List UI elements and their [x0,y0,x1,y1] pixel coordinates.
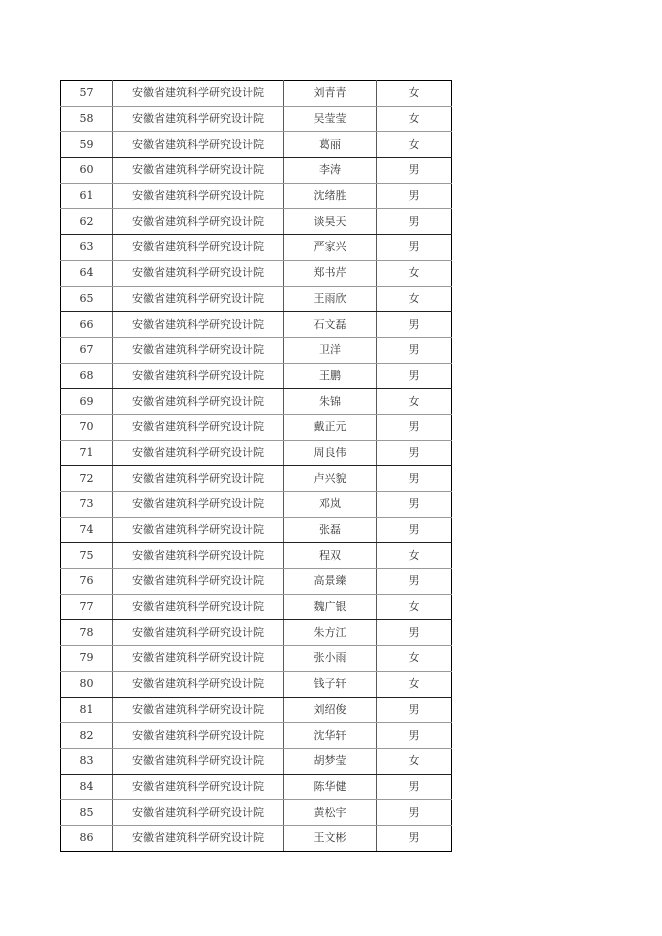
gender-cell: 男 [377,723,452,749]
table-row [61,81,452,107]
gender-cell: 女 [377,132,452,158]
row-number-cell: 84 [61,774,113,800]
table-row [61,723,452,749]
table-row [61,414,452,440]
table-row [61,671,452,697]
person-name-cell: 王鹏 [284,363,377,389]
table-row [61,774,452,800]
table-row [61,620,452,646]
row-number-cell: 74 [61,517,113,543]
table-row [61,748,452,774]
gender-cell: 女 [377,81,452,107]
row-number-cell: 81 [61,697,113,723]
organization-cell: 安徽省建筑科学研究设计院 [113,646,284,672]
roster-table-body [61,81,452,852]
person-name-cell: 周良伟 [284,440,377,466]
person-name-cell: 李涛 [284,158,377,184]
table-row [61,569,452,595]
person-name-cell: 沈华轩 [284,723,377,749]
gender-cell: 女 [377,106,452,132]
table-row [61,800,452,826]
row-number-cell: 66 [61,312,113,338]
person-name-cell: 卢兴貌 [284,466,377,492]
row-number-cell: 64 [61,260,113,286]
gender-cell: 男 [377,312,452,338]
person-name-cell: 刘青青 [284,81,377,107]
person-name-cell: 张磊 [284,517,377,543]
organization-cell: 安徽省建筑科学研究设计院 [113,723,284,749]
table-row [61,466,452,492]
organization-cell: 安徽省建筑科学研究设计院 [113,492,284,518]
row-number-cell: 79 [61,646,113,672]
table-row [61,286,452,312]
organization-cell: 安徽省建筑科学研究设计院 [113,440,284,466]
row-number-cell: 61 [61,183,113,209]
row-number-cell: 85 [61,800,113,826]
person-name-cell: 陈华健 [284,774,377,800]
gender-cell: 女 [377,594,452,620]
organization-cell: 安徽省建筑科学研究设计院 [113,671,284,697]
row-number-cell: 68 [61,363,113,389]
organization-cell: 安徽省建筑科学研究设计院 [113,132,284,158]
table-row [61,492,452,518]
person-name-cell: 邓岚 [284,492,377,518]
organization-cell: 安徽省建筑科学研究设计院 [113,569,284,595]
organization-cell: 安徽省建筑科学研究设计院 [113,312,284,338]
organization-cell: 安徽省建筑科学研究设计院 [113,106,284,132]
organization-cell: 安徽省建筑科学研究设计院 [113,543,284,569]
table-row [61,312,452,338]
person-name-cell: 葛丽 [284,132,377,158]
row-number-cell: 69 [61,389,113,415]
gender-cell: 男 [377,235,452,261]
person-name-cell: 沈绪胜 [284,183,377,209]
gender-cell: 女 [377,748,452,774]
person-name-cell: 朱方江 [284,620,377,646]
organization-cell: 安徽省建筑科学研究设计院 [113,697,284,723]
gender-cell: 男 [377,697,452,723]
row-number-cell: 67 [61,337,113,363]
table-row [61,183,452,209]
table-row [61,209,452,235]
organization-cell: 安徽省建筑科学研究设计院 [113,363,284,389]
row-number-cell: 57 [61,81,113,107]
table-row [61,363,452,389]
organization-cell: 安徽省建筑科学研究设计院 [113,235,284,261]
table-row [61,389,452,415]
person-name-cell: 黄松宇 [284,800,377,826]
table-row [61,337,452,363]
person-name-cell: 魏广银 [284,594,377,620]
organization-cell: 安徽省建筑科学研究设计院 [113,825,284,851]
organization-cell: 安徽省建筑科学研究设计院 [113,286,284,312]
organization-cell: 安徽省建筑科学研究设计院 [113,517,284,543]
person-name-cell: 严家兴 [284,235,377,261]
person-name-cell: 刘绍俊 [284,697,377,723]
person-name-cell: 郑书芹 [284,260,377,286]
table-row [61,158,452,184]
row-number-cell: 63 [61,235,113,261]
person-name-cell: 钱子轩 [284,671,377,697]
gender-cell: 男 [377,158,452,184]
gender-cell: 男 [377,620,452,646]
row-number-cell: 65 [61,286,113,312]
gender-cell: 男 [377,337,452,363]
table-row [61,646,452,672]
table-row [61,440,452,466]
table-row [61,825,452,851]
row-number-cell: 78 [61,620,113,646]
table-row [61,260,452,286]
gender-cell: 男 [377,569,452,595]
gender-cell: 女 [377,671,452,697]
table-row [61,594,452,620]
row-number-cell: 83 [61,748,113,774]
gender-cell: 男 [377,800,452,826]
person-name-cell: 高景臻 [284,569,377,595]
row-number-cell: 75 [61,543,113,569]
gender-cell: 男 [377,183,452,209]
organization-cell: 安徽省建筑科学研究设计院 [113,158,284,184]
gender-cell: 男 [377,363,452,389]
row-number-cell: 62 [61,209,113,235]
person-name-cell: 胡梦莹 [284,748,377,774]
organization-cell: 安徽省建筑科学研究设计院 [113,183,284,209]
person-name-cell: 朱锦 [284,389,377,415]
row-number-cell: 58 [61,106,113,132]
gender-cell: 女 [377,389,452,415]
gender-cell: 女 [377,286,452,312]
row-number-cell: 80 [61,671,113,697]
person-name-cell: 吴莹莹 [284,106,377,132]
row-number-cell: 76 [61,569,113,595]
organization-cell: 安徽省建筑科学研究设计院 [113,209,284,235]
gender-cell: 女 [377,543,452,569]
row-number-cell: 59 [61,132,113,158]
row-number-cell: 72 [61,466,113,492]
organization-cell: 安徽省建筑科学研究设计院 [113,414,284,440]
person-name-cell: 卫洋 [284,337,377,363]
person-name-cell: 石文磊 [284,312,377,338]
gender-cell: 男 [377,825,452,851]
table-row [61,132,452,158]
gender-cell: 男 [377,774,452,800]
organization-cell: 安徽省建筑科学研究设计院 [113,620,284,646]
person-name-cell: 程双 [284,543,377,569]
gender-cell: 女 [377,260,452,286]
organization-cell: 安徽省建筑科学研究设计院 [113,389,284,415]
table-row [61,235,452,261]
organization-cell: 安徽省建筑科学研究设计院 [113,774,284,800]
roster-table [60,80,452,852]
row-number-cell: 73 [61,492,113,518]
person-name-cell: 谈昊天 [284,209,377,235]
organization-cell: 安徽省建筑科学研究设计院 [113,81,284,107]
organization-cell: 安徽省建筑科学研究设计院 [113,800,284,826]
organization-cell: 安徽省建筑科学研究设计院 [113,466,284,492]
gender-cell: 女 [377,646,452,672]
row-number-cell: 71 [61,440,113,466]
organization-cell: 安徽省建筑科学研究设计院 [113,748,284,774]
person-name-cell: 张小雨 [284,646,377,672]
table-row [61,106,452,132]
table-row [61,517,452,543]
gender-cell: 男 [377,440,452,466]
person-name-cell: 王文彬 [284,825,377,851]
person-name-cell: 王雨欣 [284,286,377,312]
row-number-cell: 82 [61,723,113,749]
gender-cell: 男 [377,466,452,492]
table-row [61,543,452,569]
gender-cell: 男 [377,414,452,440]
organization-cell: 安徽省建筑科学研究设计院 [113,337,284,363]
gender-cell: 男 [377,492,452,518]
organization-cell: 安徽省建筑科学研究设计院 [113,260,284,286]
table-row [61,697,452,723]
gender-cell: 男 [377,209,452,235]
organization-cell: 安徽省建筑科学研究设计院 [113,594,284,620]
row-number-cell: 86 [61,825,113,851]
person-name-cell: 戴正元 [284,414,377,440]
gender-cell: 男 [377,517,452,543]
row-number-cell: 60 [61,158,113,184]
row-number-cell: 70 [61,414,113,440]
row-number-cell: 77 [61,594,113,620]
